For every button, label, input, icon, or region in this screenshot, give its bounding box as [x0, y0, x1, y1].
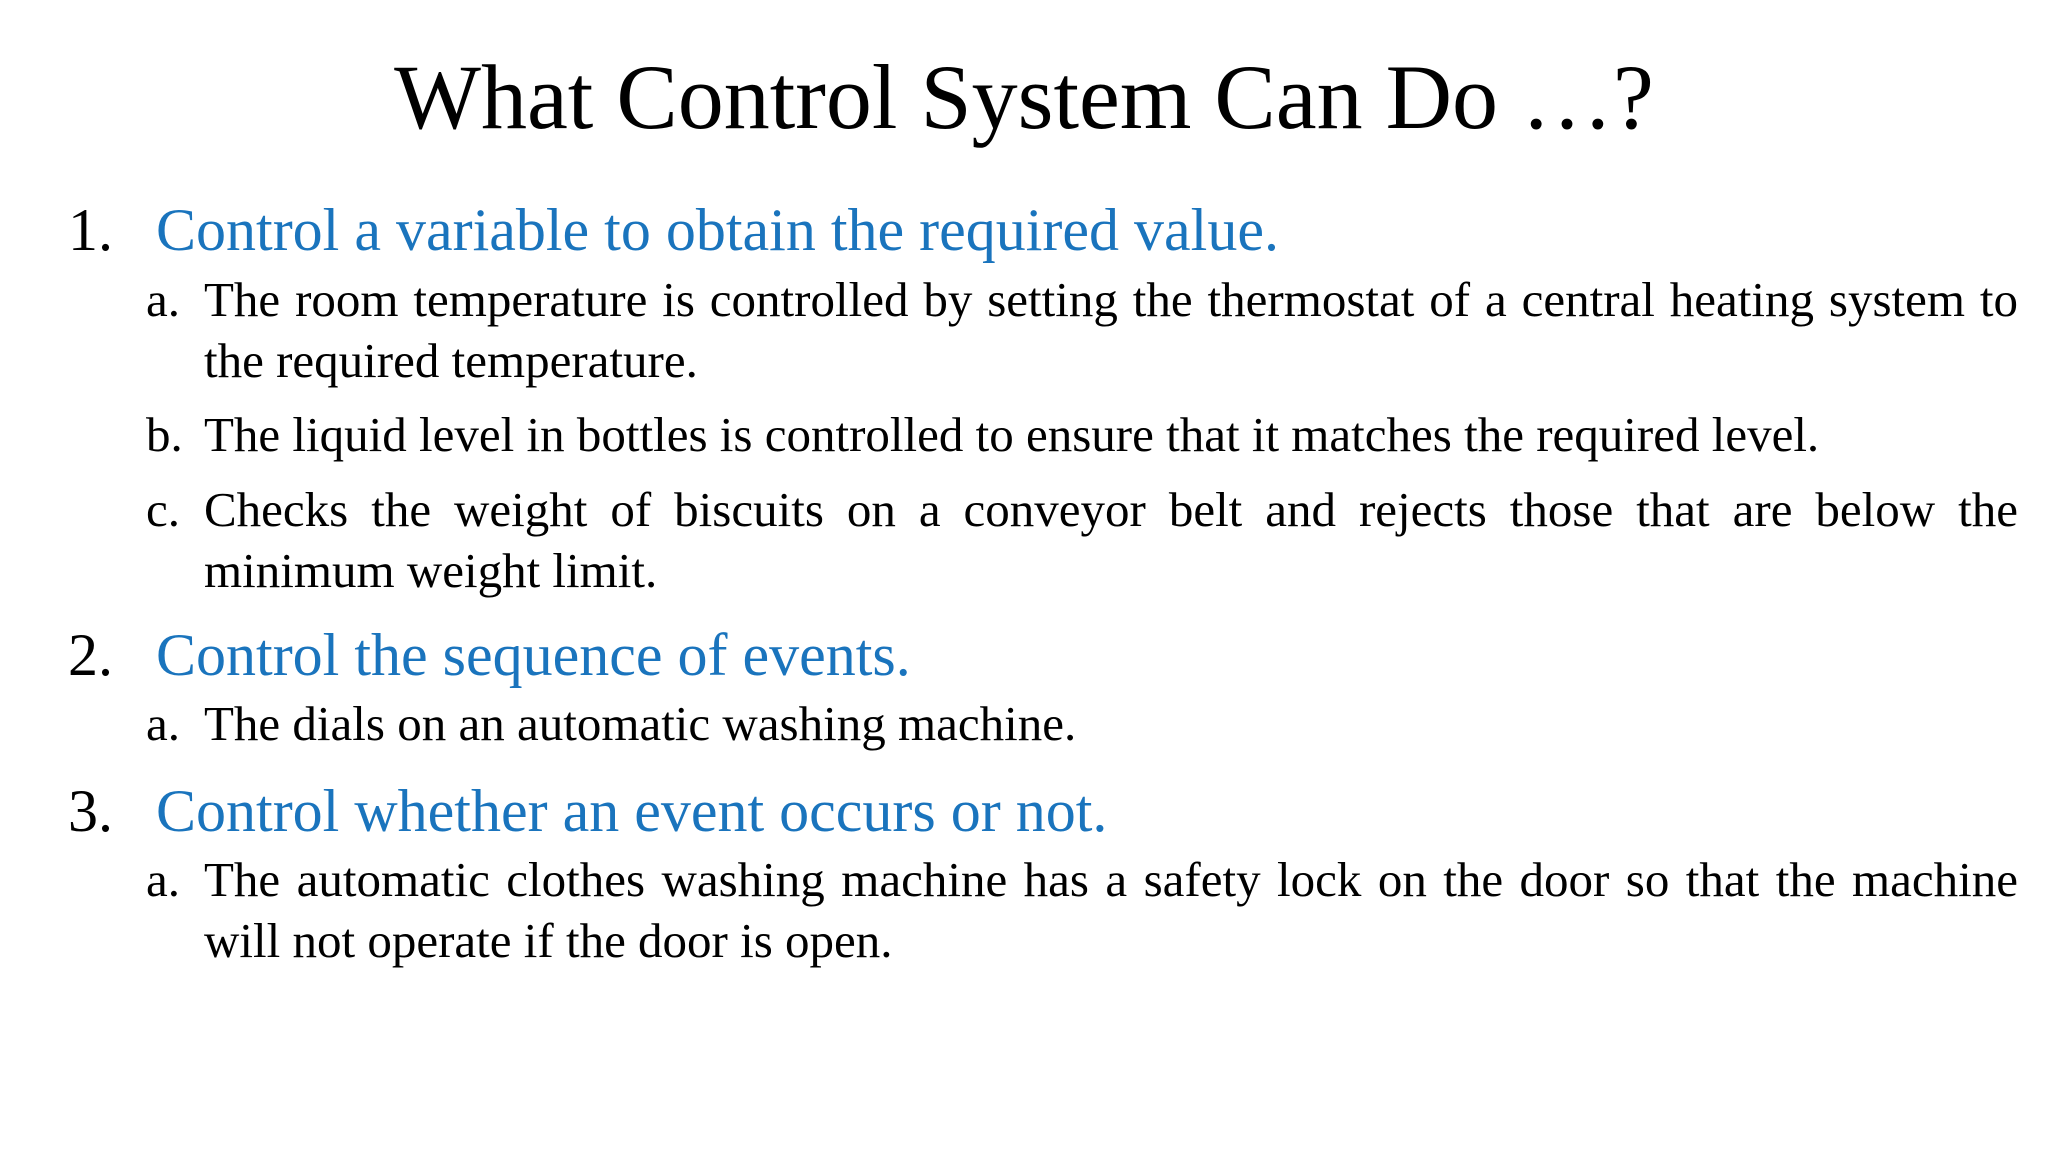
- sub-item-2a: [146, 693, 2018, 754]
- list-item-number: 1.: [68, 197, 113, 263]
- list-item-3: [68, 769, 2018, 971]
- list-item-heading-text: Control whether an event occurs or not.: [156, 778, 1108, 844]
- sub-item-text: The dials on an automatic washing machine.: [204, 696, 1077, 751]
- list-item-1: [68, 188, 2018, 601]
- list-item-heading: [68, 188, 2018, 272]
- list-item-heading: [68, 769, 2018, 853]
- list-item-2: [68, 613, 2018, 754]
- slide-title: What Control System Can Do …?: [394, 46, 1654, 148]
- list-item-number: 3.: [68, 778, 113, 844]
- list-item-heading: [68, 613, 2018, 697]
- sub-item-letter: a.: [146, 272, 180, 327]
- slide-content: [68, 188, 2018, 971]
- sub-item-1c: [146, 479, 2018, 601]
- sub-item-text: The room temperature is controlled by setting the thermostat of a central heating system to the required temperature.: [204, 272, 2018, 388]
- sub-item-text: Checks the weight of biscuits on a conveyor belt and rejects those that are below the minimum weight limit.: [204, 482, 2018, 598]
- sub-item-letter: a.: [146, 852, 180, 907]
- list-item-heading-text: Control the sequence of events.: [156, 622, 911, 688]
- sub-item-text: The liquid level in bottles is controlled to ensure that it matches the required level.: [204, 407, 1820, 462]
- sub-item-text: The automatic clothes washing machine has a safety lock on the door so that the machine will not operate if the door is open.: [204, 852, 2018, 968]
- sub-item-letter: c.: [146, 482, 180, 537]
- sub-item-3a: [146, 849, 2018, 971]
- sub-item-1b: [146, 404, 2018, 465]
- list-item-heading-text: Control a variable to obtain the required value.: [156, 197, 1279, 263]
- sub-item-letter: b.: [146, 407, 183, 462]
- sub-item-1a: [146, 269, 2018, 391]
- sub-item-letter: a.: [146, 696, 180, 751]
- list-item-number: 2.: [68, 622, 113, 688]
